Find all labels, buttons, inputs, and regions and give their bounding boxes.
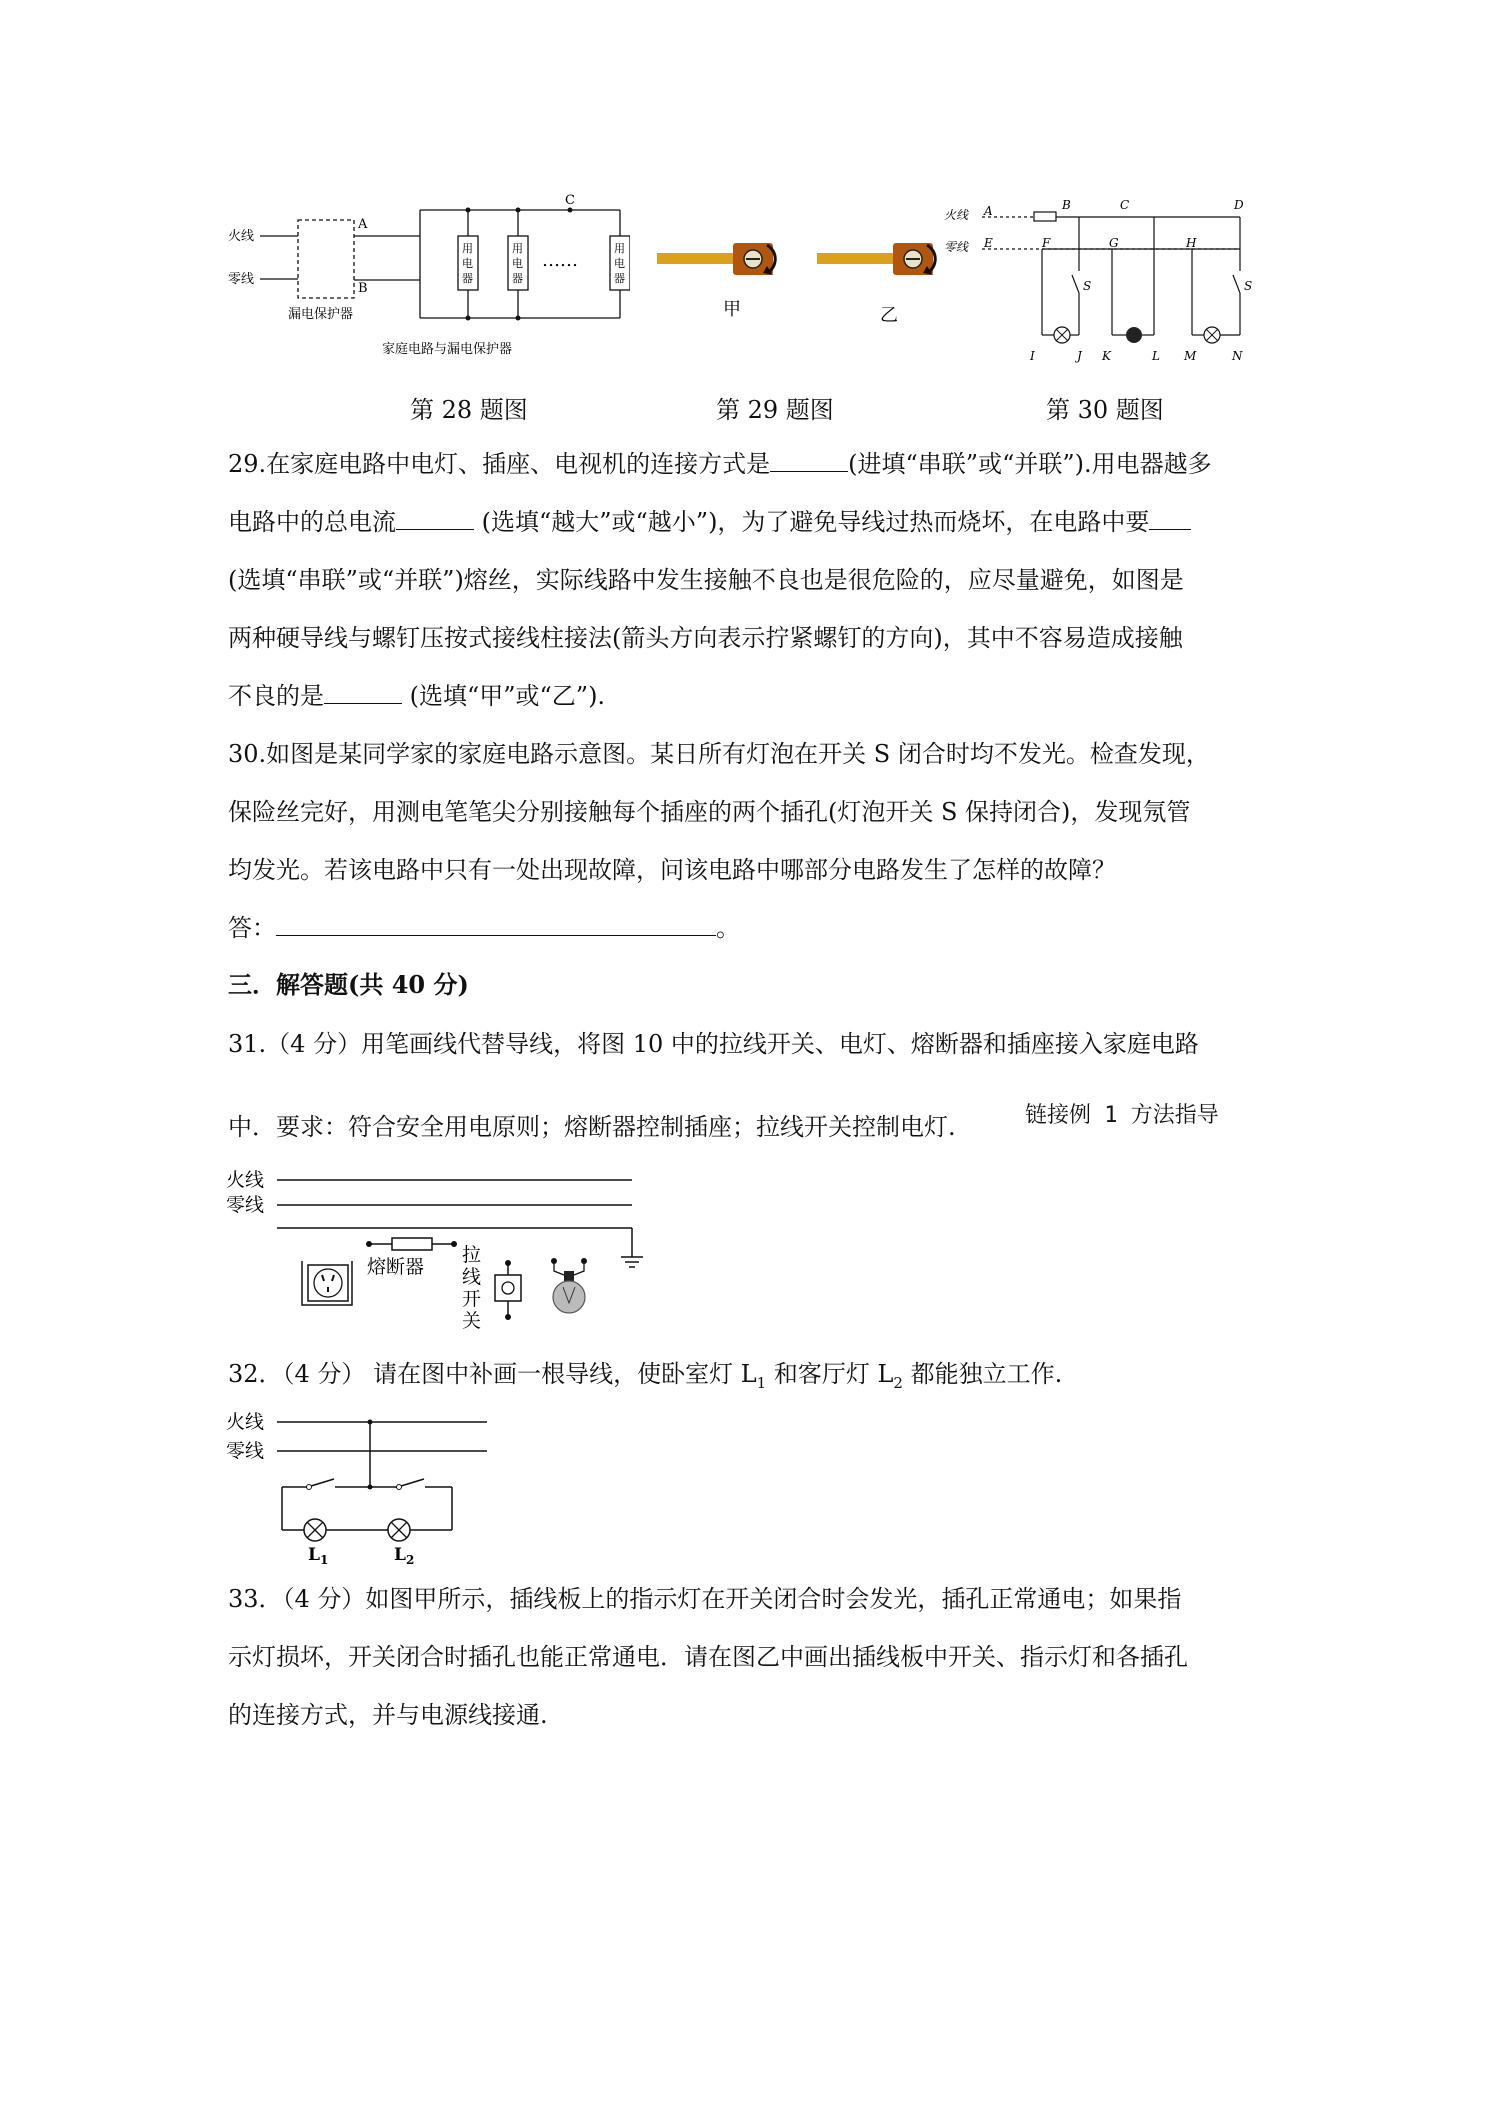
q30-answer-blank[interactable]	[276, 911, 716, 936]
figure-32	[222, 1405, 492, 1565]
fig28-A: A	[358, 217, 368, 232]
q29-blank-1[interactable]	[770, 447, 848, 472]
q32-label-L1: $L_1$	[308, 1545, 329, 1565]
q31-line-1: 31.（4 分）用笔画线代替导线，将图 10 中的拉线开关、电灯、熔断器和插座接入家庭电路	[228, 1030, 1199, 1058]
appliance-label-1: 用	[462, 242, 473, 255]
fig30-M: M	[1184, 349, 1197, 363]
q33-line-3: 的连接方式，并与电源线接通.	[228, 1701, 548, 1729]
fig30-H: H	[1186, 236, 1197, 250]
q30-line-3: 均发光。若该电路中只有一处出现故障，问该电路中哪部分电路发生了怎样的故障？	[228, 856, 1116, 884]
fig30-A: A	[984, 204, 993, 218]
figure-29	[655, 235, 955, 335]
fig30-L: L	[1152, 349, 1160, 363]
fig30-N: N	[1232, 349, 1243, 363]
q32-label-L2: $L_2$	[394, 1545, 415, 1565]
svg-text:电: 电	[462, 257, 473, 270]
q29-line-1: 29.在家庭电路中电灯、插座、电视机的连接方式是 (进填“串联”或“并联”).用电器越多	[228, 447, 1212, 481]
fig29-yi: 乙	[880, 305, 898, 326]
q32-neutral: 零线	[226, 1440, 265, 1462]
figure-31	[222, 1165, 652, 1350]
q29-blank-3[interactable]	[1149, 505, 1191, 530]
q29-line-3: (选填“串联”或“并联”)熔丝，实际线路中发生接触不良也是很危险的，应尽量避免，如图是	[228, 566, 1184, 594]
caption-28: 第 28 题图	[410, 396, 528, 424]
fig30-G: G	[1109, 236, 1119, 250]
fig28-C: C	[565, 193, 575, 208]
svg-text:器: 器	[462, 272, 473, 285]
q33-line-1: 33．（4 分）如图甲所示，插线板上的指示灯在开关闭合时会发光，插孔正常通电；如果指	[228, 1585, 1182, 1613]
q31-lamp	[551, 1258, 587, 1313]
q32-line-1: 32．（4 分） 请在图中补画一根导线，使卧室灯 $L_1$ 和客厅灯 $L_2$ 都能独立工作.	[228, 1360, 1063, 1392]
svg-text:器: 器	[614, 272, 625, 285]
q29-blank-2[interactable]	[396, 505, 474, 530]
fig28-rcd-label: 漏电保护器	[288, 307, 354, 322]
q31-fuse-label: 熔断器	[367, 1256, 425, 1278]
svg-text:电: 电	[614, 257, 625, 270]
fig30-S1: S	[1083, 279, 1092, 293]
fig30-E: E	[984, 236, 993, 250]
figure-30	[942, 195, 1262, 365]
q31-socket	[302, 1261, 352, 1305]
q29-line-2: 电路中的总电流 (选填“越大”或“越小”)，为了避免导线过热而烧坏，在电路中要	[228, 505, 1191, 539]
q31-switch-label-2: 线	[462, 1266, 482, 1288]
appliance-label-3: 用	[614, 242, 625, 255]
q31-fuse	[392, 1238, 432, 1250]
q31-switch-label-1: 拉	[462, 1244, 482, 1266]
q30-line-1: 30.如图是某同学家的家庭电路示意图。某日所有灯泡在开关 S 闭合时均不发光。检查发现，	[228, 740, 1210, 768]
q29-line-4: 两种硬导线与螺钉压按式接线柱接法(箭头方向表示拧紧螺钉的方向)，其中不容易造成接触	[228, 624, 1183, 652]
fig30-B: B	[1062, 198, 1071, 212]
wire-yi	[817, 253, 897, 264]
fig30-I: I	[1030, 349, 1035, 363]
fig28-live-label: 火线	[228, 229, 255, 244]
rcd-box	[298, 220, 354, 298]
figure-28	[220, 190, 630, 370]
appliance-label-2: 用	[512, 242, 523, 255]
fig30-F: F	[1042, 236, 1051, 250]
fig29-jia: 甲	[723, 299, 741, 320]
fig28-neutral-label: 零线	[228, 272, 255, 287]
caption-29: 第 29 题图	[716, 396, 834, 424]
q32-live: 火线	[226, 1411, 265, 1433]
section-3-title: 三．解答题(共 40 分)	[228, 970, 469, 999]
q30-line-2: 保险丝完好，用测电笔笔尖分别接触每个插座的两个插孔(灯泡开关 S 保持闭合)，发现氖管	[228, 798, 1191, 826]
q31-line-2: 中．要求：符合安全用电原则；熔断器控制插座；拉线开关控制电灯.	[228, 1113, 956, 1141]
fig30-socket	[1126, 327, 1142, 343]
fig30-D: D	[1234, 198, 1244, 212]
fig28-caption: 家庭电路与漏电保护器	[382, 342, 513, 357]
q31-neutral: 零线	[226, 1194, 265, 1216]
fig30-K: K	[1102, 349, 1111, 363]
svg-text:电: 电	[512, 257, 523, 270]
fig30-C: C	[1120, 198, 1130, 212]
q31-note: 链接例 1 方法指导	[1025, 1103, 1219, 1128]
caption-30: 第 30 题图	[1046, 396, 1164, 424]
fig30-fuse	[1034, 212, 1056, 221]
q31-switch-label-4: 关	[462, 1310, 482, 1332]
fig30-live: 火线	[944, 208, 969, 222]
fig30-S2: S	[1244, 279, 1253, 293]
fig30-neutral: 零线	[944, 240, 969, 254]
fig30-J: J	[1077, 349, 1082, 363]
svg-text:器: 器	[512, 272, 523, 285]
q29-blank-4[interactable]	[324, 679, 402, 704]
wire-jia	[657, 253, 737, 264]
q33-line-2: 示灯损坏，开关闭合时插孔也能正常通电．请在图乙中画出插线板中开关、指示灯和各插孔	[228, 1643, 1188, 1671]
q31-switch-label-3: 开	[462, 1288, 482, 1310]
q31-live: 火线	[226, 1169, 265, 1191]
fig28-dots: ……	[542, 250, 578, 271]
q29-line-5: 不良的是 (选填“甲”或“乙”).	[228, 679, 605, 713]
q30-answer-line: 答： 。	[228, 911, 740, 945]
fig28-B: B	[358, 281, 368, 296]
